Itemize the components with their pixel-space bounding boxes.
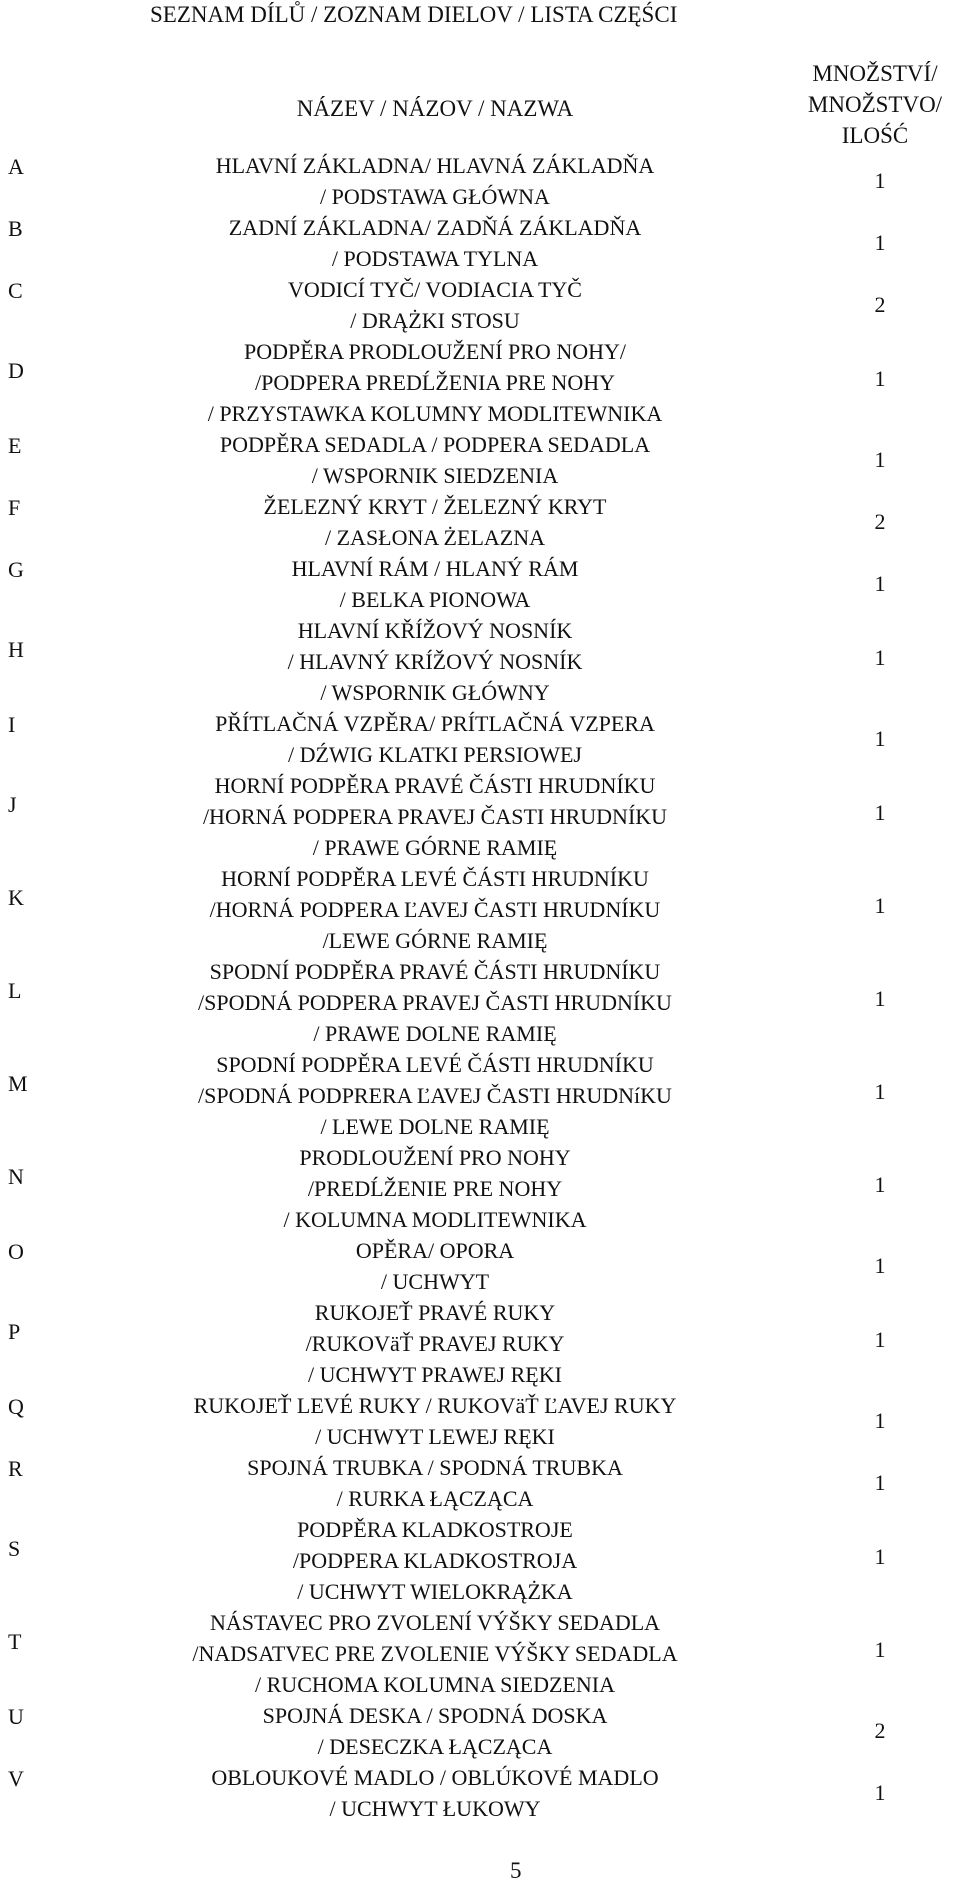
part-row [0,1297,960,1390]
part-row [0,336,960,429]
part-code: G [8,557,24,582]
part-code: M [8,1071,28,1096]
part-quantity: 1 [874,1172,886,1197]
part-row [0,429,960,491]
part-code: V [8,1766,24,1791]
part-name: RUKOJEŤ PRAVÉ RUKY /RUKOVäŤ PRAVEJ RUKY / UCHWYT PRAWEJ RĘKI [305,1300,565,1387]
part-quantity: 1 [874,986,886,1011]
part-name: SPODNÍ PODPĚRA LEVÉ ČÁSTI HRUDNÍKU /SPODNÁ PODPRERA ĽAVEJ ČASTI HRUDNíKU / LEWE DOLNE RAMIĘ [198,1052,672,1139]
column-header-quantity: MNOŽSTVÍ/ MNOŽSTVO/ ILOŚĆ [807,61,943,148]
part-row [0,1049,960,1142]
part-row [0,615,960,708]
part-name: HLAVNÍ KŘÍŽOVÝ NOSNÍK / HLAVNÝ KRÍŽOVÝ NOSNÍK / WSPORNIK GŁÓWNY [287,618,583,705]
part-row [0,770,960,863]
part-row [0,1142,960,1235]
part-code: A [8,154,24,179]
part-quantity: 2 [874,292,886,317]
part-name: SPOJNÁ TRUBKA / SPODNÁ TRUBKA / RURKA ŁĄCZĄCA [247,1455,623,1511]
part-name: PODPĚRA KLADKOSTROJE /PODPERA KLADKOSTROJA / UCHWYT WIELOKRĄŻKA [292,1517,578,1604]
part-name: OPĚRA/ OPORA / UCHWYT [355,1238,515,1294]
part-name: PODPĚRA SEDADLA / PODPERA SEDADLA / WSPORNIK SIEDZENIA [219,432,651,488]
part-name: NÁSTAVEC PRO ZVOLENÍ VÝŠKY SEDADLA /NADSATVEC PRE ZVOLENIE VÝŠKY SEDADLA / RUCHOMA KOLUMNA SIEDZENIA [192,1610,678,1697]
part-code: D [8,358,24,383]
part-row [0,863,960,956]
part-quantity: 1 [874,1780,886,1805]
part-code: E [8,433,22,458]
part-row [0,1514,960,1607]
part-code: J [8,792,17,817]
part-quantity: 1 [874,800,886,825]
part-quantity: 2 [874,509,886,534]
part-quantity: 2 [874,1718,886,1743]
part-quantity: 1 [874,1470,886,1495]
part-code: T [8,1629,22,1654]
part-code: L [8,978,22,1003]
part-name: HLAVNÍ ZÁKLADNA/ HLAVNÁ ZÁKLADŇA / PODSTAWA GŁÓWNA [215,153,655,209]
parts-list [0,150,960,1824]
part-quantity: 1 [874,1544,886,1569]
part-quantity: 1 [874,230,886,255]
part-name: PODPĚRA PRODLOUŽENÍ PRO NOHY/ /PODPERA PREDĹŽENIA PRE NOHY / PRZYSTAWKA KOLUMNY MODLITEWNIKA [207,339,663,426]
part-name: SPOJNÁ DESKA / SPODNÁ DOSKA / DESECZKA ŁĄCZĄCA [262,1703,608,1759]
page-number: 5 [510,1858,522,1883]
part-name: HORNÍ PODPĚRA PRAVÉ ČÁSTI HRUDNÍKU /HORNÁ PODPERA PRAVEJ ČASTI HRUDNÍKU / PRAWE GÓRNE RAMIĘ [202,773,668,860]
part-row [0,212,960,274]
part-code: K [8,885,24,910]
part-code: B [8,216,23,241]
part-row [0,708,960,770]
part-row [0,1607,960,1700]
column-header-name: NÁZEV / NÁZOV / NAZWA [296,96,574,121]
part-row [0,1452,960,1514]
part-code: I [8,712,16,737]
part-quantity: 1 [874,726,886,751]
part-row [0,1235,960,1297]
part-name: PRODLOUŽENÍ PRO NOHY /PREDĹŽENIE PRE NOHY / KOLUMNA MODLITEWNIKA [283,1145,587,1232]
part-quantity: 1 [874,571,886,596]
part-quantity: 1 [874,893,886,918]
part-code: P [8,1319,21,1344]
part-name: SPODNÍ PODPĚRA PRAVÉ ČÁSTI HRUDNÍKU /SPODNÁ PODPERA PRAVEJ ČASTI HRUDNÍKU / PRAWE DOLNE RAMIĘ [198,959,672,1046]
part-quantity: 1 [874,1253,886,1278]
part-quantity: 1 [874,1408,886,1433]
part-quantity: 1 [874,168,886,193]
part-name: RUKOJEŤ LEVÉ RUKY / RUKOVäŤ ĽAVEJ RUKY / UCHWYT LEWEJ RĘKI [193,1393,677,1449]
part-quantity: 1 [874,645,886,670]
part-row [0,1390,960,1452]
part-row [0,274,960,336]
page-title: SEZNAM DÍLŮ / ZOZNAM DIELOV / LISTA CZĘŚCI [150,2,678,27]
part-name: PŘÍTLAČNÁ VZPĚRA/ PRÍTLAČNÁ VZPERA / DŹWIG KLATKI PERSIOWEJ [215,711,655,767]
part-name: VODICÍ TYČ/ VODIACIA TYČ / DRĄŻKI STOSU [288,277,582,333]
part-quantity: 1 [874,1327,886,1352]
part-code: S [8,1536,21,1561]
part-row [0,491,960,553]
part-code: O [8,1239,24,1264]
part-quantity: 1 [874,1079,886,1104]
part-row [0,956,960,1049]
part-quantity: 1 [874,366,886,391]
part-row [0,1700,960,1762]
part-name: HORNÍ PODPĚRA LEVÉ ČÁSTI HRUDNÍKU /HORNÁ PODPERA ĽAVEJ ČASTI HRUDNÍKU /LEWE GÓRNE RAMIĘ [209,866,661,953]
part-quantity: 1 [874,447,886,472]
part-row [0,1762,960,1824]
part-code: F [8,495,21,520]
part-name: ZADNÍ ZÁKLADNA/ ZADŇÁ ZÁKLADŇA / PODSTAWA TYLNA [228,215,642,271]
part-code: Q [8,1394,24,1419]
part-code: U [8,1704,24,1729]
part-quantity: 1 [874,1637,886,1662]
part-row [0,553,960,615]
part-name: OBLOUKOVÉ MADLO / OBLÚKOVÉ MADLO / UCHWYT ŁUKOWY [211,1765,659,1821]
part-name: ŽELEZNÝ KRYT / ŽELEZNÝ KRYT / ZASŁONA ŻELAZNA [263,494,607,550]
part-row [0,150,960,212]
part-code: N [8,1164,24,1189]
part-code: R [8,1456,23,1481]
part-name: HLAVNÍ RÁM / HLANÝ RÁM / BELKA PIONOWA [291,556,579,612]
part-code: C [8,278,23,303]
part-code: H [8,637,24,662]
